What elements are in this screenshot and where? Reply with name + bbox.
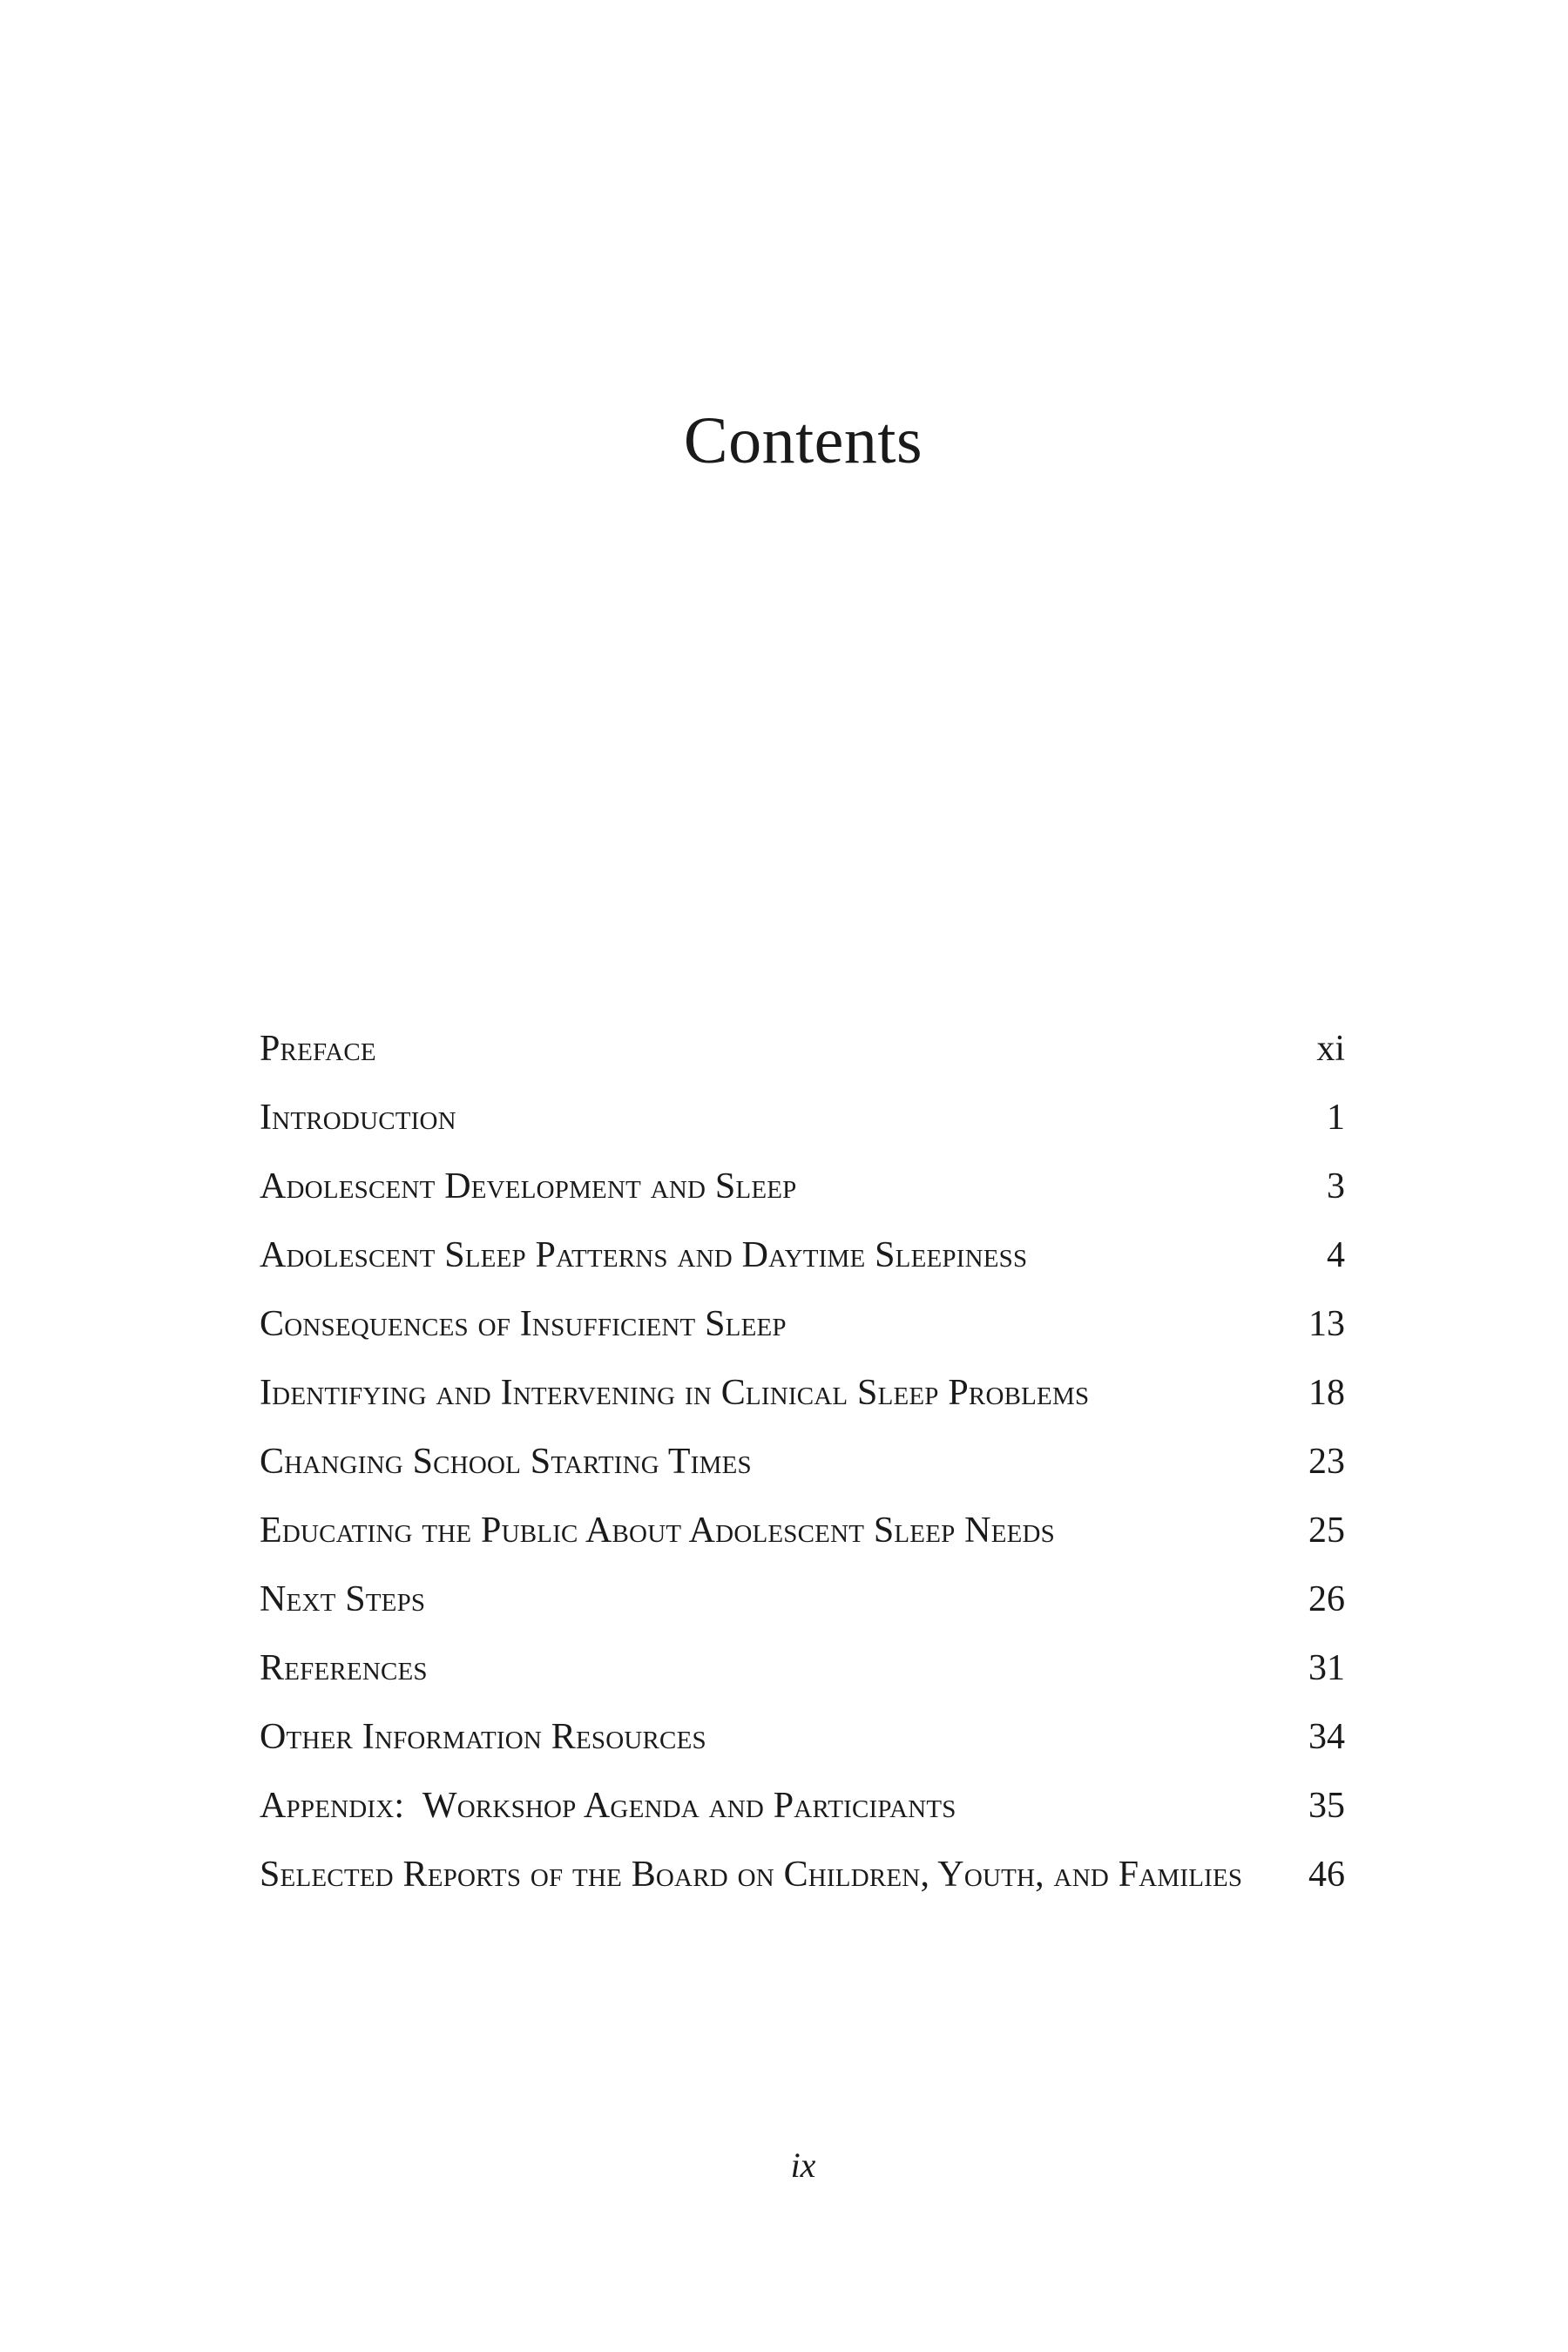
toc-entry-page-number: 18 — [1308, 1373, 1345, 1413]
toc-entry-label: Adolescent Sleep Patterns and Daytime Sleepiness — [260, 1235, 1028, 1275]
toc-entry-label: Next Steps — [260, 1579, 426, 1619]
toc-entry-page-number: 23 — [1308, 1442, 1345, 1482]
toc-entry-page-number: 46 — [1308, 1855, 1345, 1895]
toc-entry-page-number: 25 — [1308, 1511, 1345, 1551]
toc-entry-next-steps — [260, 1578, 1345, 1647]
toc-entry-label: Identifying and Intervening in Clinical Sleep Problems — [260, 1373, 1090, 1413]
toc-entry-page-number: 34 — [1308, 1717, 1345, 1757]
toc-entry-appendix — [260, 1785, 1345, 1854]
table-of-contents — [260, 1028, 1345, 1923]
toc-entry-page-number: 13 — [1308, 1304, 1345, 1344]
toc-entry-adolescent-development — [260, 1166, 1345, 1234]
page-number-folio: ix — [790, 2146, 816, 2185]
toc-entry-page-number: 3 — [1327, 1166, 1345, 1206]
toc-entry-sleep-patterns — [260, 1234, 1345, 1303]
toc-entry-label: Educating the Public About Adolescent Sleep Needs — [260, 1511, 1055, 1551]
toc-entry-label: Preface — [260, 1029, 376, 1069]
toc-entry-introduction — [260, 1097, 1345, 1166]
toc-entry-label: Consequences of Insufficient Sleep — [260, 1304, 787, 1344]
toc-entry-page-number: 35 — [1308, 1786, 1345, 1826]
toc-entry-consequences — [260, 1303, 1345, 1372]
toc-entry-clinical-problems — [260, 1372, 1345, 1441]
toc-entry-label: Other Information Resources — [260, 1717, 706, 1757]
toc-entry-preface — [260, 1028, 1345, 1097]
toc-entry-page-number: xi — [1316, 1029, 1345, 1069]
toc-entry-selected-reports — [260, 1854, 1345, 1923]
toc-entry-page-number: 31 — [1308, 1648, 1345, 1688]
toc-entry-page-number: 4 — [1327, 1235, 1345, 1275]
toc-entry-educating-public — [260, 1510, 1345, 1578]
toc-entry-label: Adolescent Development and Sleep — [260, 1166, 797, 1206]
toc-entry-references — [260, 1647, 1345, 1716]
toc-entry-label: Introduction — [260, 1098, 456, 1138]
toc-entry-label: Selected Reports of the Board on Children, Youth, and Families — [260, 1855, 1243, 1895]
toc-entry-page-number: 1 — [1327, 1098, 1345, 1138]
toc-entry-school-starting-times — [260, 1441, 1345, 1510]
toc-entry-label: References — [260, 1648, 428, 1688]
toc-entry-page-number: 26 — [1308, 1579, 1345, 1619]
page-title: Contents — [683, 404, 923, 477]
toc-entry-other-resources — [260, 1716, 1345, 1785]
toc-entry-label: Changing School Starting Times — [260, 1442, 752, 1482]
toc-entry-label: Appendix: Workshop Agenda and Participants — [260, 1786, 956, 1826]
